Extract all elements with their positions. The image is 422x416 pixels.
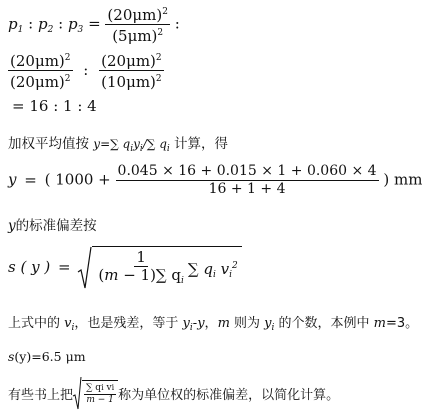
p1-symbol: $p_1$ — [8, 14, 24, 35]
weighted-fraction: $\frac{0.045 \times 16 + 0.015 \times 1 + 0.060 \times 4}{16 + 1 + 4}$ — [117, 163, 377, 197]
open-paren-1000: ( 1000 + — [44, 170, 111, 189]
colon: : — [28, 14, 34, 33]
p2-symbol: $p_2$ — [37, 14, 54, 35]
equals-sign: = — [88, 14, 101, 33]
ratio-result: = 16 : 1 : 4 — [12, 97, 97, 115]
ratio-equation-line1 — [8, 4, 180, 45]
weighted-mean-equation — [8, 163, 422, 198]
residual-explanation: 上式中的 $v_i$，也是残差，等于 $y_i-y$，m 则为 $y_i$ 的个数，本例中 m=3。 — [8, 316, 419, 333]
ratio-equation-line2 — [8, 50, 164, 91]
s-of-y-symbol: s ( y ) — [8, 258, 51, 276]
close-paren-mm: ) mm — [383, 170, 422, 189]
unit-weight-sqrt: $\frac{\text{∑ qi vi}}{m - 1}$ — [73, 376, 118, 410]
colon: : — [174, 14, 180, 33]
colon: : — [83, 60, 89, 79]
ratio-fraction-2: $\frac{(20\mu m)^2}{(20\mu m)^2}$ — [10, 52, 71, 91]
equals-sign: = — [24, 170, 37, 189]
std-dev-result: s(y)=6.5 μm — [8, 349, 86, 364]
radical-sign-icon — [73, 376, 82, 410]
sqrt-expression: $\frac{1}{(m - 1)\sum q_i}$ ∑ $q_i$ $v_i^2$ — [78, 246, 241, 290]
p3-symbol: $p_3$ — [67, 14, 84, 35]
radical-sign-icon — [78, 246, 92, 290]
colon: : — [58, 14, 64, 33]
unit-weight-note: 有些书上把 $\frac{\text{∑ qi vi}}{m - 1}$ 称为单位权的标准偏差，以简化计算。 — [8, 376, 339, 410]
std-dev-intro: y的标准偏差按 — [8, 218, 97, 234]
ratio-fraction-1: $\frac{(20\mu m)^2}{(5\mu m)^2}$ — [107, 6, 168, 45]
weighted-mean-intro: 加权平均值按 y=∑ $q_iy_i/\sum$ $q_i$ 计算，得 — [8, 136, 229, 154]
equals-sign: = — [57, 258, 71, 276]
std-dev-equation — [8, 246, 242, 290]
std-fraction: $\frac{1}{(m - 1)\sum q_i}$ — [98, 248, 184, 286]
ratio-fraction-3: $\frac{(20\mu m)^2}{(10\mu m)^2}$ — [101, 52, 162, 91]
y-symbol: y — [8, 170, 17, 189]
